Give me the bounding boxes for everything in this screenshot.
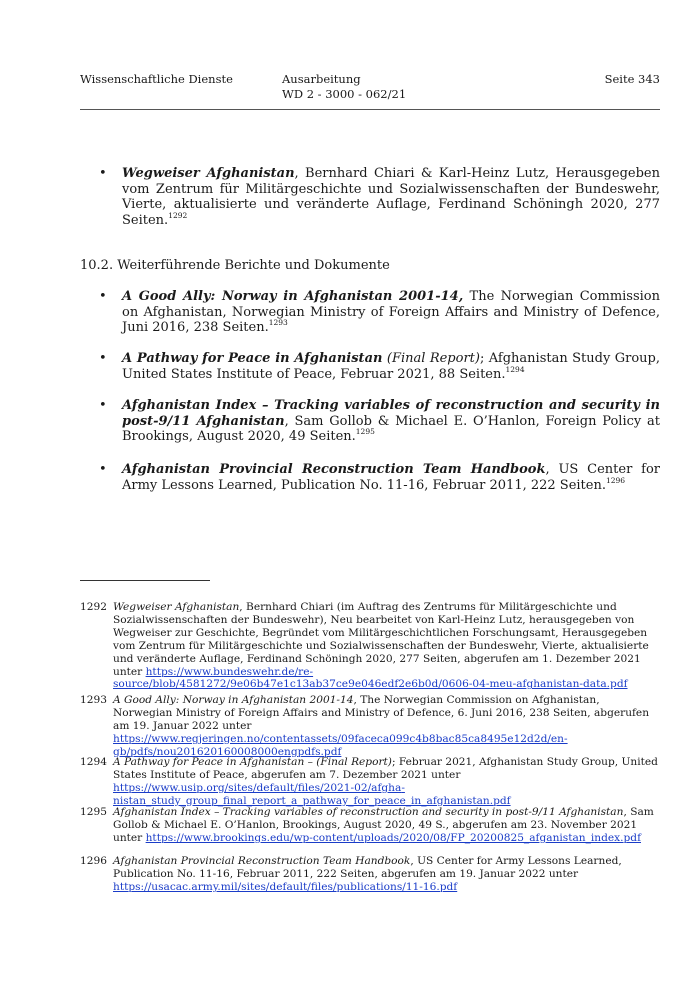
footnote — [80, 855, 660, 894]
footnote-text: , The Norwegian Commission on Afghanistan, Norwegian Ministry of Foreign Affairs and Ministry of Defence, 6. Juni 2016, 238 Seiten, abgerufen am 19. Januar 2022 unter — [113, 694, 650, 732]
report-list — [80, 351, 660, 382]
footnote-number: 1293 — [80, 694, 107, 706]
footnote-list — [80, 806, 660, 845]
header-document-type — [282, 72, 406, 102]
page-header — [80, 72, 660, 110]
item-text: , Bernhard Chiari & Karl-Heinz Lutz, Herausgegeben vom Zentrum für Militärgeschichte und Sozialwissenschaften der Bundeswehr, Vierte, aktualisierte und veränderte Auflage, Ferdinand Schöningh 2020, 277 Seiten. — [122, 166, 660, 228]
footnote — [80, 601, 660, 691]
report-list — [80, 289, 660, 336]
bullet-icon: • — [99, 289, 107, 304]
footnote-title: Afghanistan Provincial Reconstruction Team Handbook — [113, 855, 411, 867]
footnote-ref[interactable]: 1295 — [355, 427, 375, 437]
header-divider — [80, 109, 660, 110]
footnote-text: , Bernhard Chiari (im Auftrag des Zentrums für Militärgeschichte und Sozialwissenschaften der Bundeswehr), Neu bearbeitet von Karl-Heinz Lutz, herausgegeben von Wegweiser zur Geschichte, Begründet vom Militärgeschichtlichen Forschungsamt, Herausgegeben vom Zentrum für Militärgeschichte und Sozialwissenschaften der Bundeswehr, Vierte, aktualisierte und veränderte Auflage, Ferdinand Schöningh 2020, 277 Seiten, abgerufen am 1. Dezember 2021 unter — [113, 601, 649, 678]
report-list — [80, 462, 660, 493]
footnote-link[interactable]: https://usacac.army.mil/sites/default/files/publications/11-16.pdf — [113, 880, 458, 893]
list-item — [80, 398, 660, 445]
footnote-ref[interactable]: 1296 — [605, 475, 626, 485]
footnote — [80, 756, 660, 808]
header-doc-label: Ausarbeitung — [282, 72, 361, 86]
bullet-icon: • — [99, 351, 107, 366]
footnote-title: A Good Ally: Norway in Afghanistan 2001-14 — [113, 694, 354, 706]
footnote-title: A Pathway for Peace in Afghanistan – (Final Report) — [113, 756, 392, 768]
footnote-ref[interactable]: 1293 — [268, 318, 288, 328]
footnote — [80, 694, 660, 759]
footnote-ref[interactable]: 1294 — [505, 364, 525, 374]
section-heading: 10.2. Weiterführende Berichte und Dokumente — [80, 258, 390, 273]
footnote — [80, 806, 660, 845]
list-item — [80, 166, 660, 228]
item-title: A Good Ally: Norway in Afghanistan 2001-14, — [122, 289, 464, 304]
item-title: Afghanistan Provincial Reconstruction Team Handbook — [122, 462, 546, 477]
footnote-list — [80, 694, 660, 759]
list-item — [80, 289, 660, 336]
footnote-number: 1295 — [80, 806, 107, 818]
item-text: , US Center for Army Lessons Learned, Publication No. 11-16, Februar 2011, 222 Seiten. — [122, 462, 660, 493]
bullet-icon: • — [99, 462, 107, 477]
footnote-text: ; Februar 2021, Afghanistan Study Group, United States Institute of Peace, abgerufen am 7. Dezember 2021 unter — [113, 756, 658, 781]
footnote-link[interactable]: https://www.regjeringen.no/contentassets/09faceca099c4b8bac85ca8495e12d2d/en-gb/pdfs/nou201620160008000engpdfs.pdf — [113, 732, 568, 758]
item-title: Wegweiser Afghanistan — [122, 166, 295, 181]
footnote-list — [80, 756, 660, 808]
footnote-link[interactable]: https://www.bundeswehr.de/resource/blob/4581272/9e06b47e1c13ab37ce9e046edf2e6b0d/0606-04-meu-afghanistan-data.pdf — [113, 665, 628, 691]
literature-list-top — [80, 166, 660, 228]
item-text: , Sam Gollob & Michael E. O’Hanlon, Foreign Policy at Brookings, August 2020, 49 Seiten. — [122, 413, 660, 445]
footnote-text: , US Center for Army Lessons Learned, Publication No. 11-16, Februar 2011, 222 Seiten, abgerufen am 19. Januar 2022 unter — [113, 855, 622, 880]
footnote-link[interactable]: https://www.usip.org/sites/default/files/2021-02/afghanistan_study_group_final_report_a_pathway_for_peace_in_afghanistan.pdf — [113, 781, 511, 807]
item-text: ; Afghanistan Study Group, United States Institute of Peace, Februar 2021, 88 Seiten. — [122, 351, 660, 382]
bullet-icon: • — [99, 398, 107, 413]
header-doc-number: WD 2 - 3000 - 062/21 — [282, 87, 407, 101]
footnote-ref[interactable]: 1292 — [168, 210, 188, 220]
item-text: The Norwegian Commission on Afghanistan, Norwegian Ministry of Foreign Affairs and Ministry of Defence, Juni 2016, 238 Seiten. — [122, 289, 661, 336]
footnote-link[interactable]: https://www.brookings.edu/wp-content/uploads/2020/08/FP_20200825_afganistan_index.pdf — [145, 831, 641, 844]
list-item — [80, 462, 660, 493]
item-title: Afghanistan Index – Tracking variables of reconstruction and security in post-9/11 Afghanistan — [122, 398, 660, 429]
bullet-icon: • — [99, 166, 107, 181]
footnote-title: Afghanistan Index – Tracking variables of reconstruction and security in post-9/11 Afghanistan — [113, 806, 624, 818]
footnote-title: Wegweiser Afghanistan — [113, 601, 240, 613]
footnote-list — [80, 601, 660, 691]
footnote-number: 1294 — [80, 756, 107, 768]
header-page-number: Seite 343 — [604, 72, 660, 86]
footnote-number: 1296 — [80, 855, 107, 867]
footnote-number: 1292 — [80, 601, 107, 613]
footnote-text: , Sam Gollob & Michael E. O’Hanlon, Brookings, August 2020, 49 S., abgerufen am 23. November 2021 unter — [113, 806, 654, 844]
report-list — [80, 398, 660, 445]
list-item — [80, 351, 660, 382]
footnote-list — [80, 855, 660, 894]
item-title: A Pathway for Peace in Afghanistan — [122, 351, 383, 366]
footnote-divider — [80, 580, 210, 581]
header-institution: Wissenschaftliche Dienste — [80, 72, 233, 86]
item-subtitle: (Final Report) — [382, 351, 480, 366]
